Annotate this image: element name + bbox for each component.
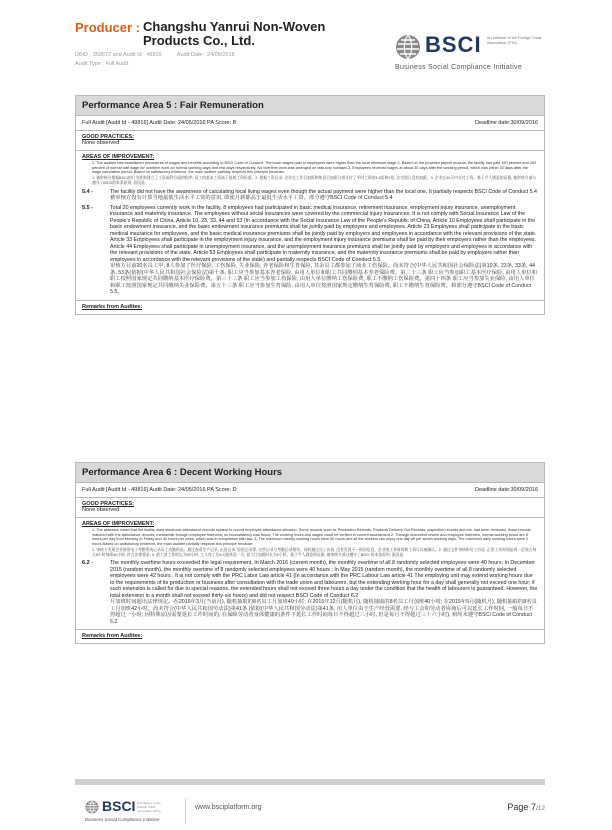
areas-of-improvement-block [76, 518, 544, 630]
areas-heading: AREAS OF IMPROVEMENT: [82, 521, 155, 527]
audit-info-text: Full Audit [Audit Id - 49816] Audit Date: 24/05/2016 PA Score: D [82, 487, 237, 493]
page-footer [85, 800, 545, 828]
audit-info-row [76, 116, 544, 131]
dbid-text: DBID : 358672 and Audit Id : 49816 [75, 52, 162, 58]
page-number [507, 802, 545, 812]
audit-info-text: Full Audit [Audit Id - 49816] Audit Date: 24/05/2016 PA Score: B [82, 120, 237, 126]
footer-divider-bar [75, 779, 545, 785]
audit-info-row [76, 483, 544, 498]
finding-number: 5.5 - [82, 204, 94, 211]
footer-logo-initiative: An initiative of the Foreign Trade Association (FTA) [137, 801, 161, 813]
finding-item [82, 189, 538, 202]
performance-area-6 [75, 462, 545, 644]
footer-logo-tagline: Business Social Compliance Initiative [85, 817, 160, 822]
remarks-block [76, 301, 544, 314]
deadline-text: Deadline date:30/09/2016 [475, 487, 538, 493]
page-total: /12 [535, 805, 545, 812]
good-practices-text: None observed [82, 140, 120, 146]
page-label: Page [507, 802, 529, 812]
logo-wordmark: BSCI [425, 32, 482, 57]
globe-icon [85, 800, 99, 814]
logo-tagline: Business Social Compliance Initiative [395, 64, 523, 71]
producer-name: Changshu Yanrui Non-Woven Products Co., Ltd. [143, 19, 326, 48]
finding-text-cn: 审核方目前20名员工中, 8人参加了医疗保险, 工伤保险, 失业保险, 养老保险和生育保险, 其余员工都参加了商业工伤保险。尚未符合(中华人民共和国社会保险法)第10条, 23条, 33条, 44条, 53条(依据(中华人民共和国社会保险法)第十条, 职工应当参加基本养老保险, 由用人单位和职工共同缴纳基本养老保险费。第二十三条 职工应当参加职工基本医疗保险, 由用人单位和职工按照国家规定共同缴纳基本医疗保险费。第三十三条 职工应当参加工伤保险, 由用人单位缴纳工伤保险费, 职工不缴纳工伤保险费。第四十四条 职工应当参加失业保险, 由用人单位和职工按照国家规定共同缴纳失业保险费。第五十三条 职工应当参加生育保险, 由用人单位按照国家规定缴纳生育保险费, 职工不缴纳生育保险费。和部分遵守BSCI Code of Conduct 5.5。 [110, 263, 537, 296]
intro-text-cn: 1. 审核方发现企业使用电子考勤系统记录员工出勤情况。通过查看生产记录, 出货记录, 检验记录等, 这些记录与考勤记录相符。同时通过员工访谈, 没有发现不一致的信息。企业的工作时间和工资可以被确认。2. 通过文件审核和员工访谈, 正常工作时间是周一至周五每天8小时每周40小时, 符合法律要求; 3. 最大周工作时长为50小时, 工人每工作6天能休息一天; 最大日加班时长为2小时。基于令人满意的证据, 被审核方部分遵守了BSCI 的本条原则, 原因是: [92, 547, 537, 557]
good-practices-heading: GOOD PRACTICES: [82, 134, 134, 140]
good-practices-heading: GOOD PRACTICES: [82, 501, 134, 507]
footer-url-link[interactable]: www.bsciplatform.org [195, 804, 262, 811]
audit-type-text: Audit Type : Full Audit [75, 61, 129, 67]
remarks-heading: Remarks from Auditee: [82, 303, 143, 310]
finding-item [82, 205, 538, 296]
section-title: Performance Area 6 : Decent Working Hours [76, 463, 544, 483]
deadline-text: Deadline date:30/09/2016 [475, 120, 538, 126]
finding-text-cn: 月加班时间超出法律规定。在2016年3月(当前月), 随机抽取的8名员工月加班40小时; 在2015年12月(随机月), 随机抽取的8名员工月加班40小时; 在2015年5月(随机月), 随机抽取的8名员工月加班42小时。尚未符合(中华人民共和国劳动法)第41条 (依据(中华人民共和国劳动法)第41条, 用人单位由于生产经营需要, 经与工会和劳动者协商后可以延长工作时间, 一般每日不得超过一小时; 因特殊原因需要延长工作时间的, 在保障劳动者身体健康的条件下延长工作时间每日不得超过三小时, 但是每月不得超过三十六小时), 和尚未遵守BSCI Code of Conduct 6.2 [110, 599, 537, 625]
page-current: 7 [530, 802, 536, 812]
report-header [75, 20, 545, 85]
footer-separator [185, 798, 186, 824]
areas-heading: AREAS OF IMPROVEMENT: [82, 154, 155, 160]
logo-initiative-text: An initiative of the Foreign Trade Association (FTA) [487, 36, 542, 45]
finding-number: 6.2 - [82, 560, 94, 567]
bsci-logo [395, 32, 545, 72]
finding-text-en: The monthly overtime hours exceeded the legal requirement. In March 2016 (current month), the monthly overtime of all 8 randomly selected employees were 40 hours; In December 2015 (random month), the monthly overtime of 8 randomly selected employees were 40 hours ; In May 2015 (random month), the monthly overtime of all 8 randomly selected employees were 42 hours . It is not comply with the PRC Labor Law article 41 (In accordance with the PRC Labour Law article 41 The employing unit may extend working hours due to the requirements of its production or business after consultation with the trade union and labourers, but the extending working hour for a day shall generally not exceed one hour; if such extension is called for due to special reasons, the extended hours shall not exceed three hours a day under the condition that the health of labourers is guaranteed. However, the total extension in a month shall not exceed thirty-six hours) and did not respect BSCI Code of Conduct 6.2 [110, 560, 538, 599]
finding-item [82, 560, 538, 625]
intro-text-cn: 1. 被审核方根据BSCI的行为准则建立了工资福利方面的程序; 员工的基本工资高于最低工资标准。2. 根据工资记录, 企业在工作日加班和休息日加班分别支付了平时工资的1.5倍和2倍, 法定假日没有加班。3. 企业在30天内支付工资。基于令人满意的证据, 被审核方部分遵守了BSCI的本条原则, 原因是: [92, 176, 537, 185]
remarks-block [76, 630, 544, 643]
good-practices-text: None observed [82, 507, 120, 513]
finding-text-en: The facility did not have the awareness of calculating local living wages even though the actual payment were higher than the local one. It partially respects BSCI Code of Conduct 5.4 [110, 188, 537, 195]
intro-text-en: 1. The assessor noted that the facility used electronic attendance records system to record employee attendance situation. Some records such as Production Records, Products Delivery Out Records, inspection records and etc. had been reviewed, those records matched with the attendance records, meanwhile through employee interview, no inconsistency was found. The working hours and wages could be verified in current assessment.2. Through document review and employee interview, normal working hours are 8 hours per day from Monday to Friday and 40 hours per week, which was in compliance with law. 3. The maximum weekly working hours were 50 hours and all the workers can enjoy one day off per seven working days. The maximum daily working hours were 2 hours Based on satisfactory evidence, the main auditee partially respects this principle because: [92, 528, 531, 547]
globe-icon [395, 34, 421, 60]
finding-text-en: Total 20 employees currently work in the facility, 8 employees had participated in basic medical insurance, retirement insurance, employment injury insurance, unemployment insurance and maternity insurance. The employees without social insurances were covered by the commercial injury insurances. It is not comply with Social Insurance Law of the People's Republic of China, Article 10, 23, 33, 44 and 53 (In accordance with the Social Insurance Law of the People's Republic of China, Article 10 Employees shall participate in the basic endowment insurance, and the basic endowment insurance premiums shall be jointly paid by employers and employees. Article 23 Employees shall participate in the basic medical insurance for employees, and the basic medical insurance premiums shall be jointly paid by employers and employees in accordance with the relevant provisions of the state. Article 33 Employees shall participate in the employment injury insurance, and the employment injury insurance premiums shall be paid by their employers rather than the employees. Article 44 Employees shall participate in unemployment insurance, and the unemployment insurance premiums shall be jointly paid by employers and employees in accordance with the relevant provisions of the state. Article 53 Employees shall participate in maternity insurance, and the maternity insurance premiums shall be paid by employers rather than employees in accordance with the relevant provisions of the state) and partially respects BSCI Code of Conduct 5.5 [110, 204, 537, 263]
audit-meta-line [75, 52, 335, 58]
remarks-heading: Remarks from Auditee: [82, 633, 143, 640]
section-title: Performance Area 5 : Fair Remuneration [76, 96, 544, 116]
good-practices-block [76, 131, 544, 151]
areas-of-improvement-block [76, 151, 544, 301]
finding-number: 5.4 - [82, 188, 94, 195]
finding-text-cn: 被审核方没有计算当地最低生活水平工资的意识, 即使月薪都高于最低生活水平工资。部分遵守BSCI Code of Conduct 5.4 [110, 195, 393, 202]
good-practices-block [76, 498, 544, 518]
footer-logo-wordmark: BSCI [102, 798, 136, 814]
audit-date-text: Audit Date : 24/05/2016 [176, 52, 235, 58]
intro-text-en: 1. The auditee has established procedures of wages and benefits according to BSCI Code of Conduct. The basic wages paid to employees were higher than the local minimum wage.2. Based on the provided payroll records, the facility had paid 150 percent and 200 percent of normal rate wage for overtime work on normal working days and rest days respectively. No overtime work was arranged on statutory holidays.3. Employees received wages at about 30 days after the working period, which was within 30 days after the wage calculation period. Based on satisfactory evidence, the main auditee partially respects this principle because: [92, 161, 537, 175]
producer-label: Producer : [75, 20, 141, 35]
performance-area-5 [75, 95, 545, 315]
